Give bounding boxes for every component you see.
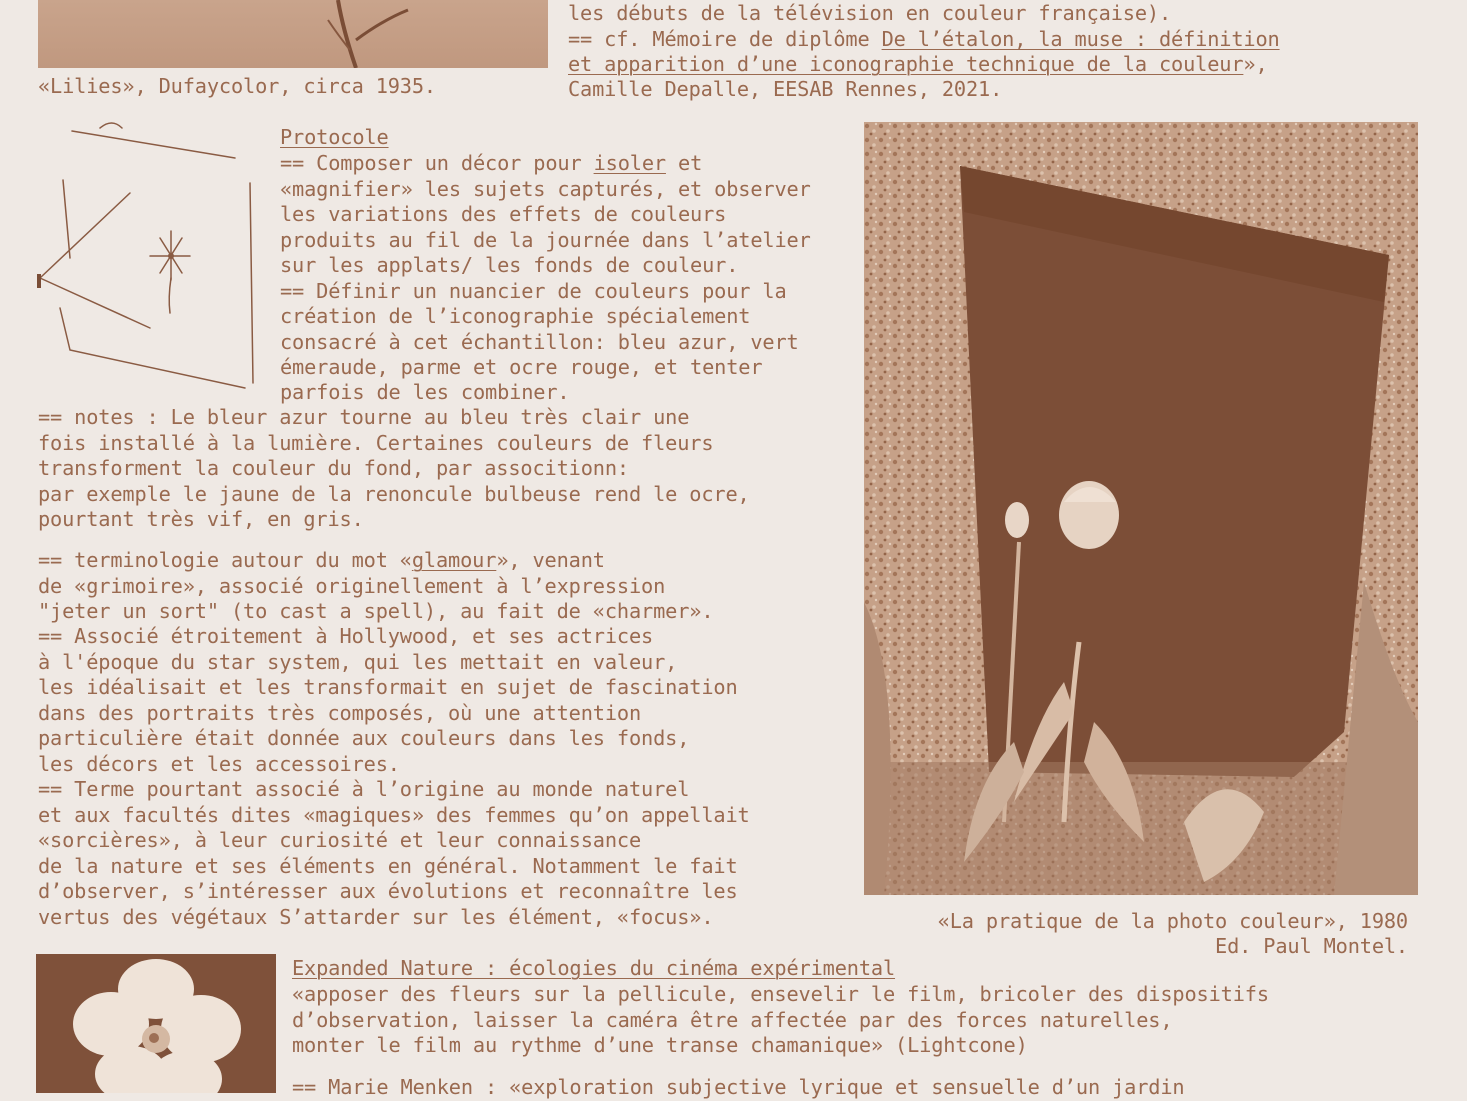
- protocole-title: Protocole: [280, 125, 389, 149]
- thesis-title-line-2: [568, 52, 1268, 78]
- expanded-line-1: «apposer des fleurs sur la pellicule, ensevelir le film, bricoler des dispositifs: [292, 982, 1269, 1006]
- flower-photo: [36, 954, 276, 1093]
- tulip-photo: [864, 122, 1418, 895]
- glamour-line-4: == Associé étroitement à Hollywood, et ses actrices: [38, 624, 654, 648]
- lily-stem-graphic: [38, 0, 548, 68]
- expanded-line-2: d’observation, laisser la caméra être affectée par des forces naturelles,: [292, 1008, 1173, 1032]
- glamour-line-15: vertus des végétaux S’attarder sur les élément, «focus».: [38, 905, 714, 929]
- glamour-line-12: «sorcières», à leur curiosité et leur connaissance: [38, 828, 642, 852]
- glamour-line-11: et aux facultés dites «magiques» des femmes qu’on appellait: [38, 803, 750, 827]
- glamour-line-7: dans des portraits très composés, où une attention: [38, 701, 642, 725]
- lilies-caption: «Lilies», Dufaycolor, circa 1935.: [38, 74, 436, 98]
- glamour-line-6: les idéalisait et les transformait en sujet de fascination: [38, 675, 738, 699]
- notes-line-1: == notes : Le bleur azur tourne au bleu très clair une: [38, 405, 690, 429]
- notes-line-4: par exemple le jaune de la renoncule bulbeuse rend le ocre,: [38, 482, 750, 506]
- isoler-term: isoler: [593, 151, 666, 175]
- tv-history-line: les débuts de la télévision en couleur française).: [568, 1, 1172, 25]
- thesis-reference-line: [568, 27, 1280, 53]
- photo-caption-line-1: «La pratique de la photo couleur», 1980: [937, 909, 1408, 933]
- tulip-photo-graphic: [864, 122, 1418, 895]
- glamour-line-2: de «grimoire», associé originellement à l’expression: [38, 574, 666, 598]
- protocole-l1-a: == Composer un décor pour: [280, 151, 594, 175]
- glamour-line-5: à l'époque du star system, qui les mettait en valeur,: [38, 650, 678, 674]
- glamour-line-13: de la nature et ses éléments en général. Notamment le fait: [38, 854, 738, 878]
- glamour-line-8: particulière était donnée aux couleurs dans les fonds,: [38, 726, 690, 750]
- protocole-line-6: == Définir un nuancier de couleurs pour la: [280, 279, 787, 303]
- notes-line-2: fois installé à la lumière. Certaines couleurs de fleurs: [38, 431, 714, 455]
- glamour-l1-b: », venant: [496, 548, 605, 572]
- protocole-line-8: consacré à cet échantillon: bleu azur, vert: [280, 330, 799, 354]
- glamour-line-10: == Terme pourtant associé à l’origine au monde naturel: [38, 777, 690, 801]
- protocole-line-5: sur les applats/ les fonds de couleur.: [280, 253, 739, 277]
- expanded-nature-title: Expanded Nature : écologies du cinéma expérimental: [292, 956, 896, 980]
- studio-setup-sketch: [30, 118, 260, 393]
- glamour-line-1: [38, 548, 605, 574]
- protocole-line-4: produits au fil de la journée dans l’atelier: [280, 228, 811, 252]
- protocole-line-9: émeraude, parme et ocre rouge, et tenter: [280, 355, 763, 379]
- thesis-suffix: »,: [1243, 52, 1268, 76]
- protocole-line-10: parfois de les combiner.: [280, 380, 570, 404]
- thesis-author-line: Camille Depalle, EESAB Rennes, 2021.: [568, 77, 1003, 101]
- notes-line-5: pourtant très vif, en gris.: [38, 507, 364, 531]
- expanded-line-3: monter le film au rythme d’une transe chamanique» (Lightcone): [292, 1033, 1028, 1057]
- flower-graphic: [36, 954, 276, 1093]
- glamour-l1-a: == terminologie autour du mot «: [38, 548, 412, 572]
- protocole-l1-b: et: [665, 151, 703, 175]
- glamour-line-3: "jeter un sort" (to cast a spell), au fait de «charmer».: [38, 599, 714, 623]
- thesis-title-link-2[interactable]: et apparition d’une iconographie technique de la couleur: [568, 52, 1244, 76]
- notes-line-3: transforment la couleur du fond, par associtionn:: [38, 456, 629, 480]
- protocole-line-1: [280, 151, 702, 177]
- glamour-line-9: les décors et les accessoires.: [38, 752, 400, 776]
- protocole-line-3: les variations des effets de couleurs: [280, 202, 727, 226]
- thesis-title-link[interactable]: De l’étalon, la muse : définition: [881, 27, 1280, 51]
- photo-caption-line-2: Ed. Paul Montel.: [1215, 934, 1408, 958]
- expanded-line-4: == Marie Menken : «exploration subjective lyrique et sensuelle d’un jardin: [292, 1075, 1185, 1099]
- lilies-photo: [38, 0, 548, 68]
- thesis-prefix: == cf. Mémoire de diplôme: [568, 27, 882, 51]
- protocole-line-7: création de l’iconographie spécialement: [280, 304, 751, 328]
- protocole-line-2: «magnifier» les sujets capturés, et observer: [280, 177, 811, 201]
- glamour-line-14: d’observer, s’intéresser aux évolutions et reconnaître les: [38, 879, 738, 903]
- glamour-term: glamour: [411, 548, 497, 572]
